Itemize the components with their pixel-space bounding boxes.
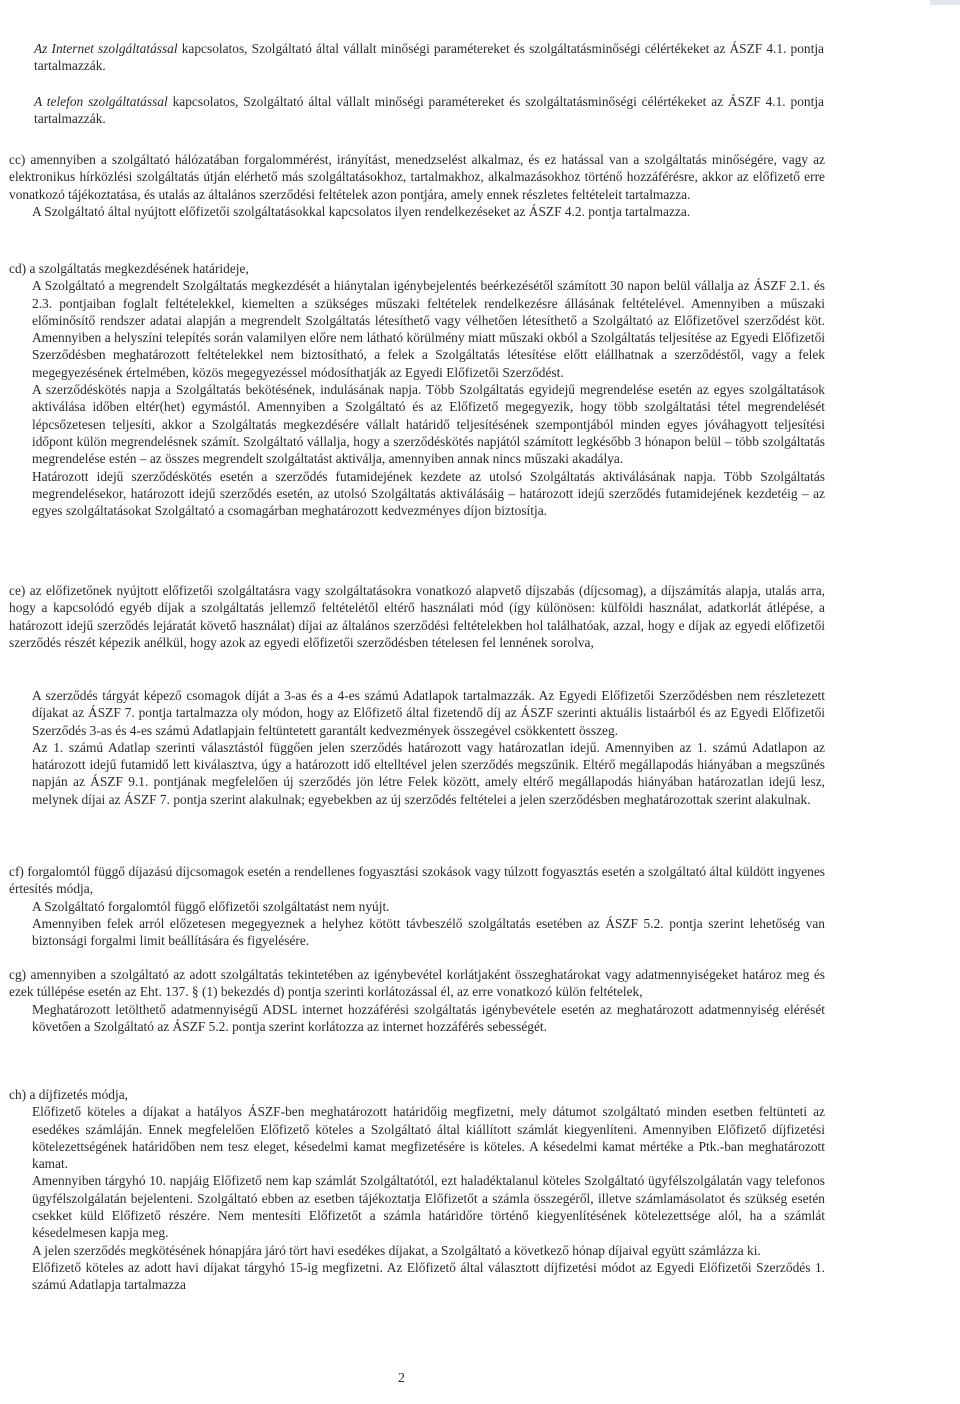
intro-telefon-text: kapcsolatos, Szolgáltató által vállalt minőségi paramétereket és szolgáltatásminőségi célértékeket az ÁSZF 4.1. pontja tartalmazzák. xyxy=(34,94,824,127)
intro-telefon xyxy=(34,93,824,128)
section-cd xyxy=(9,260,825,519)
section-ch-p2: Előfizető köteles a díjakat a hatályos ÁSZF-ben meghatározott határidőig megfizetni, mely dátumot szolgáltató minden esetben feltünteti az esedékes számláján. Ennek megfelelően Előfizető köteles a Szolgáltató által kiállított számlát kiegyenlíteni. Amennyiben Előfizető díjfizetési kötelezettségének határidőben nem tesz eleget, késedelmi kamat megfizetésére is köteles. A késedelmi kamat mértéke a Ptk.-ban meghatározott kamat. xyxy=(32,1104,825,1172)
section-cf-p1: cf) forgalomtól függő díjazású díjcsomagok esetén a rendellenes fogyasztási szokások vagy túlzott fogyasztás esetén a szolgáltató által küldött ingyenes értesítés módja, xyxy=(9,864,825,897)
section-cc-p2: A Szolgáltató által nyújtott előfizetői szolgáltatásokkal kapcsolatos ilyen rendelkezéseket az ÁSZF 4.2. pontja tartalmazza. xyxy=(32,203,691,219)
section-cd-p2: A Szolgáltató a megrendelt Szolgáltatás megkezdését a hiánytalan igénybejelentés beérkezésétől számított 30 napon belül vállalja az ÁSZF 2.1. és 2.3. pontjaiban foglalt feltételekkel, kiemelten a szükséges műszaki feltételek rendelkezésre állásának feltételével. Amennyiben a műszaki előminősítő rendszer adatai alapján a megrendelt Szolgáltatás létesíthető vagy vélhetően létesíthető a Szolgáltató az Előfizetővel szerződést köt. Amennyiben a helyszíni telepítés során valamilyen előre nem látható körülmény miatt műszaki okból a Szolgáltatás teljesítése az Egyedi Előfizetői Szerződésben meghatározott feltételekkel nem biztosítható, a felek a Szolgáltatás létesítése előtt elállhatnak a szerződéstől, vagy a felek megegyezésének értelmében, közös megegyezéssel módosíthatják az Egyedi Előfizetői Szerződést. xyxy=(32,278,825,380)
section-ch-p3: Amennyiben tárgyhó 10. napjáig Előfizető nem kap számlát Szolgáltatótól, ezt haladéktalanul köteles Szolgáltató ügyfélszolgálatán vagy telefonos ügyfélszolgálatán bejelenteni. Szolgáltató ebben az esetben tájékoztatja Előfizetőt a számla összegéről, illetve számlamásolatot és szükség esetén csekket küld Előfizető részére. Nem mentesíti Előfizetőt a számla határidőre történő kiegyenlítésének kötelezettsége alól, ha a számlát késedelmesen kapja meg. xyxy=(32,1173,825,1241)
section-ce-p2: A szerződés tárgyát képező csomagok díját a 3-as és a 4-es számú Adatlapok tartalmazzák. Az Egyedi Előfizetői Szerződésben nem részletezett díjakat az ÁSZF 7. pontja tartalmazza oly módon, hogy az Előfizető által fizetendő díj az ÁSZF szerinti aktuális listaárból és az Egyedi Előfizetői Szerződés 3-as és 4-es számú Adatlapjain feltüntetett garantált kedvezmények összegével csökkentett összeg. xyxy=(32,688,825,738)
section-cf-p2: A Szolgáltató forgalomtól függő előfizetői szolgáltatást nem nyújt. xyxy=(32,898,390,914)
section-cf-p3: Amennyiben felek arról előzetesen megegyeznek a helyhez kötött távbeszélő szolgáltatás esetében az ÁSZF 5.2. pontja szerint lehetőség van biztonsági forgalmi limit beállítására és figyelésére. xyxy=(32,915,825,949)
section-ch-p5: Előfizető köteles az adott havi díjakat tárgyhó 15-ig megfizetni. Az Előfizető által választott díjfizetési módot az Egyedi Előfizetői Szerződés 1. számú Adatlapja tartalmazza xyxy=(32,1259,825,1293)
page-number: 2 xyxy=(398,1371,405,1386)
section-cc-p1: cc) amennyiben a szolgáltató hálózatában forgalommérést, irányítást, menedzselést alkalmaz, és ez hatással van a szolgáltatás minőségére, vagy az elektronikus hírközlési szolgáltatás útján elérhető más szolgáltatásokhoz, tartalmakhoz, alkalmazásokhoz történő hozzáférésre, akkor az előfizető erre vonatkozó tájékoztatása, és utalás az általános szerződési feltételek azon pontjára, amely ennek részletes feltételeit tartalmazza. xyxy=(9,152,825,202)
corner-mark xyxy=(930,0,960,5)
section-ch xyxy=(9,1086,825,1294)
section-ce xyxy=(9,582,825,651)
section-ce-cont xyxy=(9,687,825,808)
section-cg-p1: cg) amennyiben a szolgáltató az adott szolgáltatás tekintetében az igénybevétel korlátjaként összeghatárokat vagy adatmennyiségeket határoz meg és ezek túllépése esetén az Eht. 137. § (1) bekezdés d) pontja szerinti korlátozással él, az erre vonatkozó külön feltételek, xyxy=(9,967,825,1000)
section-cc xyxy=(9,151,825,220)
section-ch-p1: ch) a díjfizetés módja, xyxy=(9,1087,128,1102)
section-ch-p4: A jelen szerződés megkötésének hónapjára járó tört havi esedékes díjakat, a Szolgáltató a következő hónap díjaival együtt számlázza ki. xyxy=(32,1242,761,1258)
section-ce-p1: ce) az előfizetőnek nyújtott előfizetői szolgáltatásra vagy szolgáltatásokra vonatkozó alapvető díjszabás (díjcsomag), a díjszámítás alapja, utalás arra, hogy a kapcsolódó egyéb díjak a szolgáltatás jellemző feltételétől eltérő használati mód (így különösen: külföldi használat, adatkorlát átlépése, a határozott idejű szerződés lejáratát követő használat) díjai az általános szerződési feltételekben hol találhatóak, azzal, hogy e díjak az egyedi előfizetői szerződés részét képezik anélkül, hogy azok az egyedi előfizetői szerződésben tételesen fel lennének sorolva, xyxy=(9,583,825,650)
section-cd-p4: Határozott idejű szerződéskötés esetén a szerződés futamidejének kezdete az utolsó Szolgáltatás aktiválásának napja. Több Szolgáltatás megrendelésekor, határozott idejű szerződés esetén, az utolsó Szolgáltatás aktiválásáig – határozott idejű szerződés futamidejének kezdetéig – az egyes szolgáltatásokat Szolgáltató a csomagárban meghatározott kedvezményes díjon biztosítja. xyxy=(32,468,825,519)
intro-internet-text: kapcsolatos, Szolgáltató által vállalt minőségi paramétereket és szolgáltatásminőségi célértékeket az ÁSZF 4.1. pontja tartalmazzák. xyxy=(34,41,824,74)
intro-telefon-emph: A telefon szolgáltatással xyxy=(34,94,168,109)
section-cd-p1: cd) a szolgáltatás megkezdésének határideje, xyxy=(9,261,249,276)
section-cg-p2: Meghatározott letölthető adatmennyiségű ADSL internet hozzáférési szolgáltatás igénybevétele esetén az meghatározott adatmennyiség elérését követően a Szolgáltató az ÁSZF 5.2. pontja szerint korlátozza az internet hozzáférés sebességét. xyxy=(32,1001,825,1034)
intro-internet-emph: Az Internet szolgáltatással xyxy=(34,41,178,56)
section-cg xyxy=(9,966,825,1035)
section-cf xyxy=(9,863,825,949)
section-cd-p3: A szerződéskötés napja a Szolgáltatás bekötésének, indulásának napja. Több Szolgáltatás egyidejű megrendelése esetén az egyes szolgáltatások aktiválása időben eltér(het) egymástól. Amennyiben a Szolgáltató és az Előfizető megegyezik, hogy több szolgáltatási tétel megrendelését lépcsőzetesen teljesíti, akkor a Szolgáltatás megkezdésére vállalt határidő teljesítésének szempontjából minden egyes jóváhagyott teljesítési időpont külön megrendelésnek számít. Szolgáltató vállalja, hogy a szerződéskötés napjától számított legkésőbb 3 hónapon belül – több szolgáltatás megrendelése estén – az összes megrendelt szolgáltatást aktiválja, amennyiben annak nincs műszaki akadálya. xyxy=(32,382,825,467)
intro-internet xyxy=(34,40,824,75)
section-ce-p3: Az 1. számú Adatlap szerinti választástól függően jelen szerződés határozott vagy határozatlan idejű. Amennyiben az 1. számú Adatlapon az határozott idejű futamidő lett kiválasztva, úgy a határozott idő eltelltével jelen szerződés megszűnik. Eltérő megállapodás hiányában a megszűnés napján az ÁSZF 9.1. pontjának megfelelően új szerződés jön létre Felek között, amely eltérő megállapodás hiányában határozatlan idejű lesz, melynek díjai az ÁSZF 7. pontja szerint alakulnak; egyebekben az új szerződés feltételei a jelen szerződésben meghatározottak szerint alakulnak. xyxy=(32,739,825,807)
